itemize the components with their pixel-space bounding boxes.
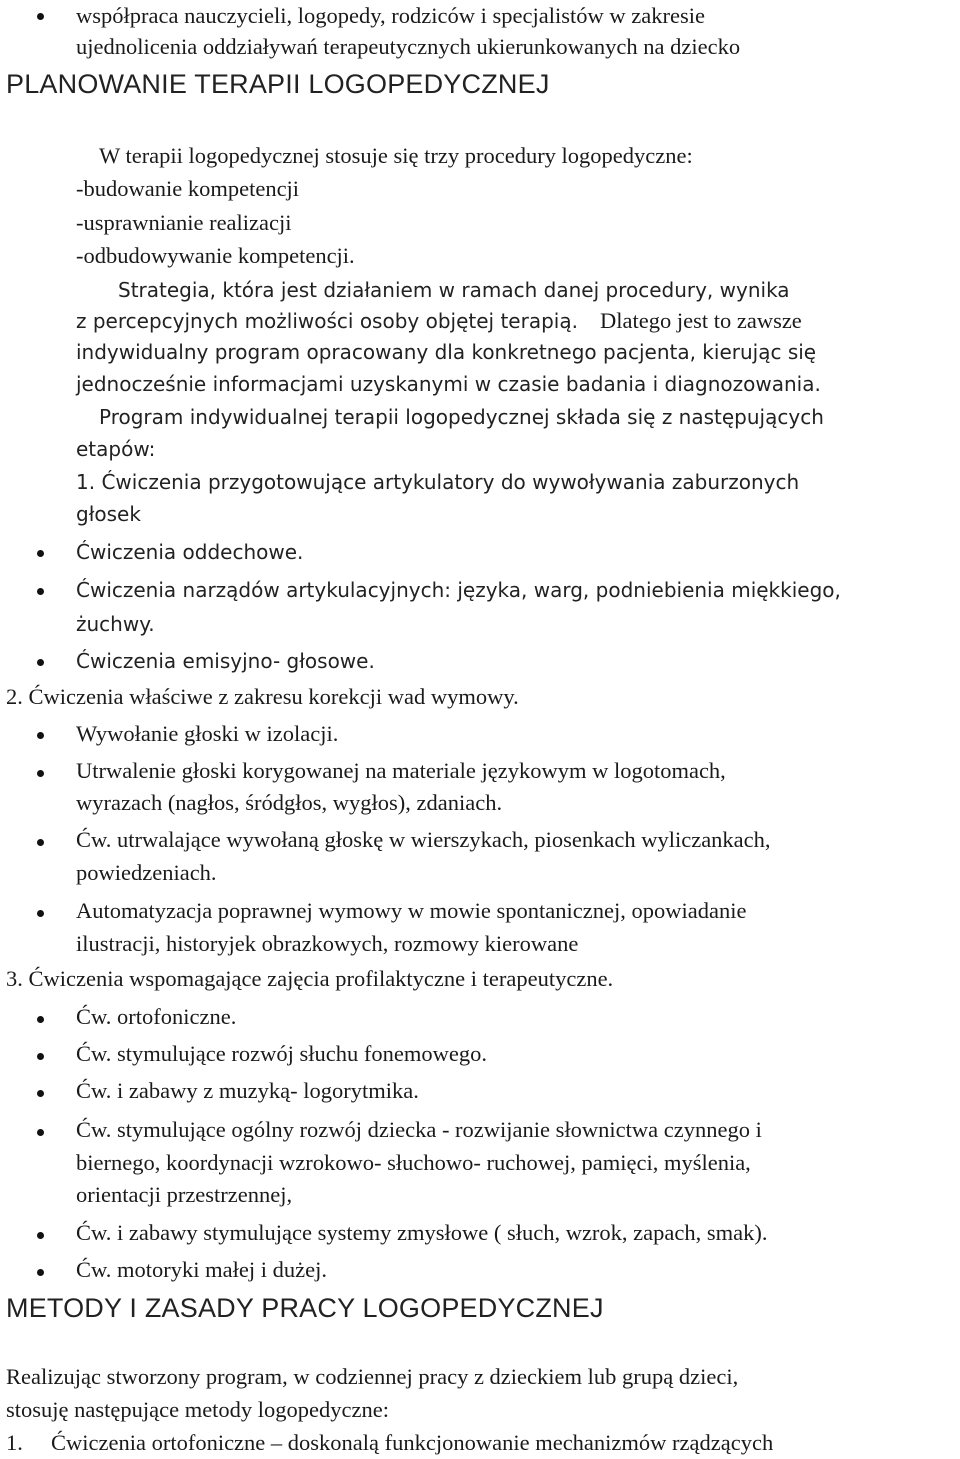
list-item: Ćwiczenia oddechowe. [76,540,304,564]
text-line: -usprawnianie realizacji [76,210,292,235]
bullet-icon [37,1016,44,1023]
list-item: Ćw. i zabawy z muzyką- logorytmika. [76,1078,419,1103]
text-line: biernego, koordynacji wzrokowo- słuchowo- ruchowej, pamięci, myślenia, [76,1150,751,1175]
text-line: 1. Ćwiczenia przygotowujące artykulatory do wywoływania zaburzonych [76,470,800,494]
list-item: Ćwiczenia emisyjno- głosowe. [76,649,375,673]
list-item: Automatyzacja poprawnej wymowy w mowie spontanicznej, opowiadanie [76,898,747,923]
text-line: wyrazach (nagłos, śródgłos, wygłos), zdaniach. [76,790,503,815]
section-heading-metody: METODY I ZASADY PRACY LOGOPEDYCZNEJ [6,1293,604,1323]
text-line: ilustracji, historyjek obrazkowych, rozmowy kierowane [76,931,579,956]
bullet-icon [37,732,44,739]
bullet-icon [37,770,44,777]
text-line: indywidualny program opracowany dla konkretnego pacjenta, kierując się [76,340,817,364]
text-line: jednocześnie informacjami uzyskanymi w czasie badania i diagnozowania. [76,372,821,396]
bullet-icon [37,910,44,917]
list-number: 1. [6,1430,23,1455]
text-line: ujednolicenia oddziaływań terapeutycznych ukierunkowanych na dziecko [76,34,741,59]
text-line: powiedzeniach. [76,860,217,885]
text-line: stosuję następujące metody logopedyczne: [6,1397,390,1422]
list-item: Ćw. ortofoniczne. [76,1004,237,1029]
text-line: -budowanie kompetencji [76,176,300,201]
bullet-icon [37,588,44,595]
text-line: współpraca nauczycieli, logopedy, rodziców i specjalistów w zakresie [76,3,705,28]
bullet-icon [37,839,44,846]
text-line: W terapii logopedycznej stosuje się trzy procedury logopedyczne: [99,143,693,168]
bullet-icon [37,13,44,20]
list-item: Utrwalenie głoski korygowanej na materiale językowym w logotomach, [76,758,726,783]
section-heading-planowanie: PLANOWANIE TERAPII LOGOPEDYCZNEJ [6,69,550,99]
bullet-icon [37,550,44,557]
text-line: 2. Ćwiczenia właściwe z zakresu korekcji wad wymowy. [6,684,519,709]
bullet-icon [37,1053,44,1060]
text-line: orientacji przestrzennej, [76,1182,293,1207]
list-item: Ćw. utrwalające wywołaną głoskę w wierszykach, piosenkach wyliczankach, [76,827,771,852]
text-line: -odbudowywanie kompetencji. [76,243,355,268]
list-item: Ćw. stymulujące rozwój słuchu fonemowego. [76,1041,487,1066]
bullet-icon [37,1129,44,1136]
text-line: głosek [76,502,141,526]
bullet-icon [37,1232,44,1239]
text-line: żuchwy. [76,612,155,636]
list-item: Ćwiczenia ortofoniczne – doskonalą funkcjonowanie mechanizmów rządzących [51,1430,774,1455]
list-item: Ćw. i zabawy stymulujące systemy zmysłowe ( słuch, wzrok, zapach, smak). [76,1220,768,1245]
bullet-icon [37,659,44,666]
list-item: Ćw. stymulujące ogólny rozwój dziecka - rozwijanie słownictwa czynnego i [76,1117,762,1142]
text-line: Dlatego jest to zawsze [600,308,802,333]
text-line: Realizując stworzony program, w codziennej pracy z dzieckiem lub grupą dzieci, [6,1364,739,1389]
text-line: z percepcyjnych możliwości osoby objętej terapią. [76,309,578,333]
text-line: etapów: [76,437,156,461]
text-line: Program indywidualnej terapii logopedycznej składa się z następujących [99,405,824,429]
list-item: Wywołanie głoski w izolacji. [76,721,339,746]
list-item: Ćw. motoryki małej i dużej. [76,1257,327,1282]
text-line: Strategia, która jest działaniem w ramach danej procedury, wynika [118,278,790,302]
bullet-icon [37,1269,44,1276]
list-item: Ćwiczenia narządów artykulacyjnych: języka, warg, podniebienia miękkiego, [76,578,841,602]
text-line: 3. Ćwiczenia wspomagające zajęcia profilaktyczne i terapeutyczne. [6,966,614,991]
bullet-icon [37,1090,44,1097]
